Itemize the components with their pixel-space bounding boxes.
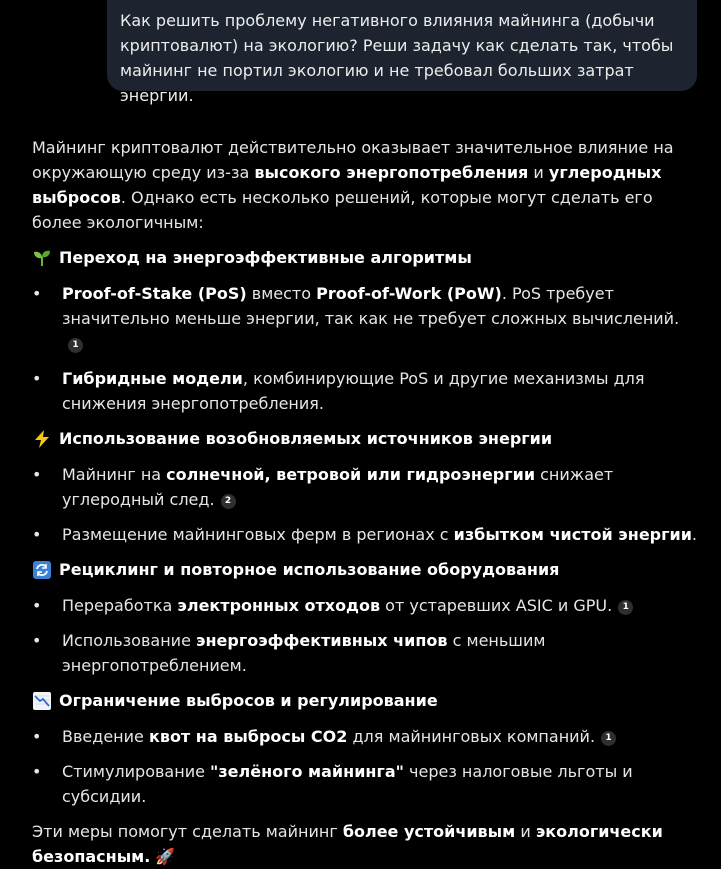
section-title: Рециклинг и повторное использование оборудования (59, 560, 560, 579)
section-heading (32, 557, 700, 582)
list-item (32, 522, 700, 547)
text: Стимулирование (62, 762, 211, 781)
list-item (32, 724, 700, 749)
list-item (32, 462, 700, 512)
bold-text: квот на выбросы CO2 (148, 727, 348, 746)
outro-paragraph (32, 819, 700, 869)
rocket-icon: 🚀 (155, 847, 176, 866)
bold-text: избытком чистой энергии (453, 525, 692, 544)
text: с меньшим энергопотреблением. (62, 631, 546, 675)
bold-text: высокого энергопотребления (254, 163, 529, 182)
text: . PoS требует значительно меньше энергии, так как не требует сложных вычислений. (62, 284, 680, 328)
text: для майнинговых компаний. (347, 727, 596, 746)
lightning-icon (32, 429, 52, 449)
text: Майнинг криптовалют действительно оказывает значительное влияние на окружающую среду из-за (32, 138, 674, 182)
text: Введение (62, 727, 149, 746)
bold-text: "зелёного майнинга" (210, 762, 404, 781)
text: . (691, 525, 698, 544)
section-title: Переход на энергоэффективные алгоритмы (59, 248, 472, 267)
bullet-list (32, 462, 700, 547)
citation-badge[interactable]: 1 (68, 338, 83, 353)
seedling-icon (32, 248, 52, 268)
text: и (515, 822, 536, 841)
text: Переработка (62, 596, 178, 615)
list-item (32, 281, 700, 356)
bold-text: углеродных выбросов (32, 163, 662, 207)
bold-text: Гибридные модели (62, 369, 243, 388)
intro-paragraph (32, 135, 700, 235)
chart-decreasing-icon (32, 691, 52, 711)
bold-text: более устойчивым (342, 822, 516, 841)
text: , комбинирующие PoS и другие механизмы для снижения энергопотребления. (62, 369, 645, 413)
section-title: Использование возобновляемых источников энергии (59, 429, 553, 448)
assistant-answer (32, 135, 700, 869)
section-heading (32, 426, 700, 451)
bold-text: электронных отходов (177, 596, 381, 615)
user-message-text: Как решить проблему негативного влияния майнинга (добычи криптовалют) на экологию? Реши задачу как сделать так, чтобы майнинг не портил экологию и не требовал больших затрат энергии. (120, 11, 674, 105)
bold-text: солнечной, ветровой или гидроэнергии (166, 465, 536, 484)
bold-text: Proof-of-Work (PoW) (316, 284, 502, 303)
text: Эти меры помогут сделать майнинг (32, 822, 343, 841)
citation-badge[interactable]: 1 (601, 731, 616, 746)
text: снижает углеродный след. (62, 465, 614, 509)
text: Размещение майнинговых ферм в регионах с (62, 525, 454, 544)
text: . Однако есть несколько решений, которые могут сделать его более экологичным: (32, 188, 653, 232)
list-item (32, 593, 700, 618)
text: и (528, 163, 549, 182)
section-heading (32, 245, 700, 270)
text: . (144, 847, 151, 866)
text: через налоговые льготы и субсидии. (62, 762, 633, 806)
citation-badge[interactable]: 1 (618, 600, 633, 615)
section-title: Ограничение выбросов и регулирование (59, 691, 438, 710)
text: от устаревших ASIC и GPU. (380, 596, 613, 615)
list-item (32, 366, 700, 416)
bullet-list (32, 281, 700, 416)
list-item (32, 628, 700, 678)
list-item (32, 759, 700, 809)
text: вместо (246, 284, 317, 303)
bold-text: экологически безопасным (32, 822, 663, 866)
bold-text: энергоэффективных чипов (196, 631, 448, 650)
bullet-list (32, 593, 700, 678)
citation-badge[interactable]: 2 (221, 494, 236, 509)
bullet-list (32, 724, 700, 809)
bold-text: Proof-of-Stake (PoS) (62, 284, 247, 303)
text: Майнинг на (62, 465, 167, 484)
text: Использование (62, 631, 196, 650)
recycle-arrows-icon (32, 560, 52, 580)
section-heading (32, 688, 700, 713)
user-message-bubble (107, 0, 697, 105)
